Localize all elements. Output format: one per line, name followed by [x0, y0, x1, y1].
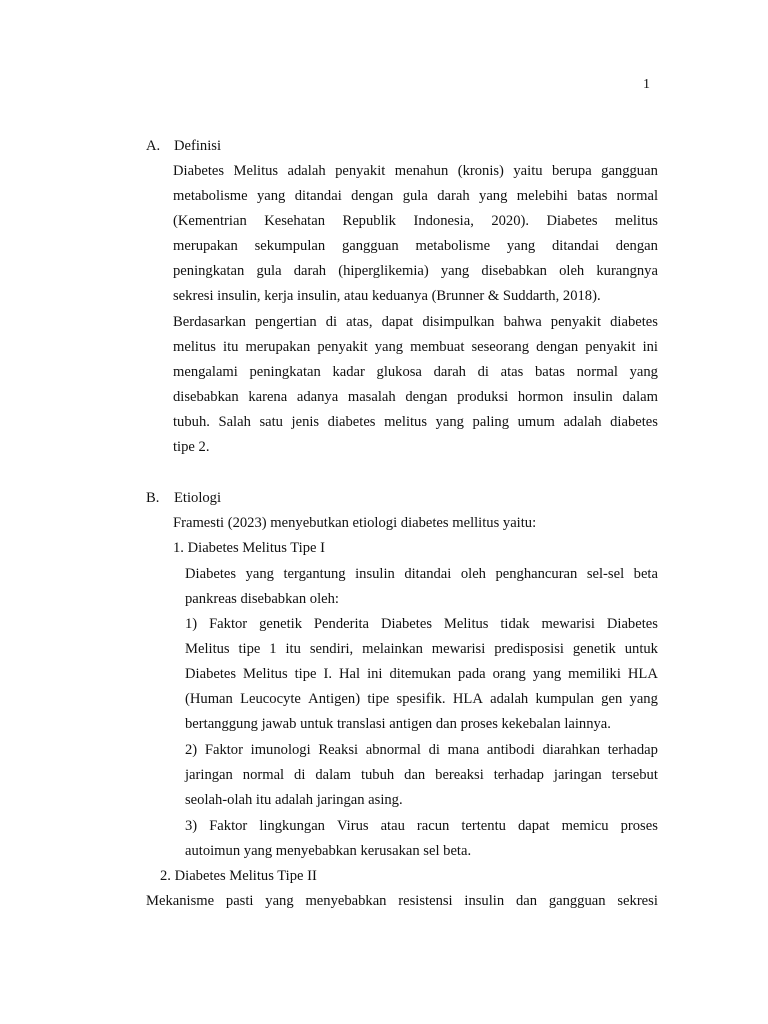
word: atau: [380, 818, 405, 834]
text-line: bertanggung jawab untuk translasi antigen dan proses kekebalan lainnya.: [185, 716, 611, 733]
word: itu: [285, 641, 301, 658]
word: penyakit: [317, 339, 368, 356]
word: membuat: [410, 339, 465, 356]
word: masalah: [347, 389, 396, 406]
word: yang: [440, 263, 470, 280]
word: yang: [506, 238, 536, 255]
word: jaringan: [185, 767, 233, 784]
word: yang: [374, 339, 404, 356]
word: spesifik.: [396, 691, 446, 708]
word: normal: [576, 364, 618, 381]
word: menahun: [394, 163, 449, 179]
word: yang: [629, 691, 658, 708]
word: peningkatan: [249, 364, 321, 381]
word: Melitus: [185, 641, 230, 658]
word: tertentu: [461, 818, 506, 834]
word: darah: [293, 263, 327, 280]
word: penyakit: [550, 314, 602, 330]
word: menyebabkan: [305, 893, 387, 909]
text-line: [146, 889, 658, 914]
word: Virus: [337, 818, 369, 834]
word: yaitu: [513, 163, 543, 179]
word: dan: [515, 893, 538, 909]
word: Leucocyte: [240, 691, 301, 708]
word: genetik: [572, 641, 616, 658]
word: Faktor: [204, 742, 243, 758]
word: Indonesia,: [413, 213, 474, 230]
word: adalah: [563, 414, 602, 431]
word: tersebut: [611, 767, 658, 784]
word: gangguan: [341, 238, 399, 255]
word: ini: [642, 339, 658, 356]
word: tidak: [500, 616, 530, 632]
word: itu: [223, 339, 239, 356]
word: ditandai: [294, 188, 342, 205]
word: tipe: [294, 666, 317, 683]
text-line: [173, 159, 658, 184]
word: kadar: [332, 364, 365, 381]
word: melebihi: [516, 188, 568, 205]
word: Diabetes: [173, 163, 225, 179]
word: umum: [517, 414, 555, 431]
word: mewarisi: [541, 616, 595, 632]
section-b-heading: [146, 486, 658, 511]
word: pada: [458, 666, 486, 683]
word: dalam: [622, 389, 658, 406]
word: dengan: [536, 339, 579, 356]
word: Republik: [342, 213, 396, 230]
text-line: [173, 234, 658, 259]
text-line: pankreas disebabkan oleh:: [185, 591, 339, 608]
word: diabetes: [610, 414, 658, 431]
word: tipe: [367, 691, 390, 708]
word: Faktor: [209, 616, 248, 632]
word: ditemukan: [389, 666, 452, 683]
word: pasti: [225, 893, 254, 909]
text-line: [185, 637, 658, 662]
text-line: [185, 662, 658, 687]
word: Mekanisme: [146, 893, 215, 909]
text-line: seolah-olah itu adalah jaringan asing.: [185, 792, 403, 809]
word: pengertian: [255, 314, 317, 330]
text-line: [173, 385, 658, 410]
word: 1: [269, 641, 277, 658]
word: (kronis): [457, 163, 504, 179]
word: yang: [479, 188, 508, 205]
text-line: Framesti (2023) menyebutkan etiologi diabetes mellitus yaitu:: [173, 515, 537, 531]
word: Melitus: [233, 163, 279, 179]
word: I.: [323, 666, 333, 683]
section-title: Etiologi: [174, 490, 222, 506]
word: dapat: [381, 314, 414, 330]
word: di: [294, 767, 306, 784]
word: merupakan: [173, 238, 238, 255]
text-line: [173, 360, 658, 385]
word: adanya: [296, 389, 339, 406]
word: abnormal: [365, 742, 421, 758]
word: sekresi: [617, 893, 658, 909]
word: sekumpulan: [254, 238, 326, 255]
word: tubuh: [360, 767, 395, 784]
word: Diabetes: [185, 666, 237, 683]
text-line: [173, 209, 658, 234]
word: memiliki: [568, 666, 621, 683]
word: (hiperglikemia): [338, 263, 429, 280]
word: darah: [437, 188, 470, 205]
word: 2): [185, 742, 198, 758]
word: insulin: [464, 893, 505, 909]
word: diabetes: [327, 414, 376, 431]
word: atas,: [346, 314, 373, 330]
word: mengalami: [173, 364, 238, 381]
word: 3): [185, 818, 198, 834]
word: yang: [532, 666, 562, 683]
page-number: 1: [643, 77, 650, 92]
word: ditandai: [404, 566, 452, 582]
list-item-title: 2. Diabetes Melitus Tipe II: [160, 868, 317, 884]
word: karena: [248, 389, 288, 406]
word: gangguan: [601, 163, 658, 179]
section-title: Definisi: [174, 138, 222, 154]
word: diarahkan: [542, 742, 600, 758]
word: dengan: [351, 188, 394, 205]
word: Reaksi: [318, 742, 359, 758]
word: gula: [256, 263, 282, 280]
word: ini: [367, 666, 383, 683]
word: ditandai: [551, 238, 599, 255]
word: dengan: [615, 238, 658, 255]
word: satu: [259, 414, 283, 431]
text-line: [173, 184, 658, 209]
word: yang: [265, 893, 294, 909]
word: batas: [577, 188, 608, 205]
word: melitus: [384, 414, 428, 431]
text-line: [173, 335, 658, 360]
word: gen: [601, 691, 623, 708]
word: untuk: [624, 641, 658, 658]
word: dalam: [315, 767, 352, 784]
word: yang: [629, 364, 658, 381]
type1-intro: [185, 562, 658, 612]
word: batas: [534, 364, 565, 381]
word: di: [325, 314, 338, 330]
word: seseorang: [471, 339, 530, 356]
factor-environment: [185, 814, 658, 864]
word: proses: [620, 818, 658, 834]
text-line: [185, 562, 658, 587]
word: Diabetes: [185, 566, 237, 582]
text-line: tipe 2.: [173, 439, 210, 456]
word: kurangnya: [596, 263, 658, 280]
word: Diabetes: [380, 616, 432, 632]
word: Penderita: [313, 616, 370, 632]
word: Melitus: [243, 666, 288, 683]
word: normal: [616, 188, 658, 205]
word: normal: [242, 767, 285, 784]
word: Antigen): [308, 691, 361, 708]
word: Diabetes: [606, 616, 658, 632]
word: dengan: [405, 389, 448, 406]
text-line: [173, 259, 658, 284]
text-line: [173, 410, 658, 435]
word: hormon: [517, 389, 564, 406]
text-line: [185, 814, 658, 839]
word: penghancuran: [495, 566, 578, 582]
word: peningkatan: [173, 263, 245, 280]
word: Diabetes: [546, 213, 598, 230]
section-a-heading: [146, 134, 658, 159]
word: disebabkan: [481, 263, 547, 280]
word: produksi: [457, 389, 509, 406]
word: beta: [633, 566, 658, 582]
word: Melitus: [443, 616, 489, 632]
definition-paragraph-2: [173, 310, 658, 461]
word: dapat: [517, 818, 550, 834]
definition-paragraph-1: [173, 159, 658, 310]
word: darah: [433, 364, 466, 381]
list-item-title: 1. Diabetes Melitus Tipe I: [173, 540, 326, 556]
word: terhadap: [493, 767, 544, 784]
word: melainkan: [362, 641, 423, 658]
word: glukosa: [376, 364, 422, 381]
word: gangguan: [548, 893, 606, 909]
word: tubuh.: [173, 414, 210, 431]
word: di: [477, 364, 489, 381]
word: berupa: [551, 163, 592, 179]
word: yang: [435, 414, 464, 431]
word: (Kementrian: [173, 213, 247, 230]
word: Kesehatan: [264, 213, 325, 230]
text-line: [173, 310, 658, 335]
type2-paragraph: [146, 889, 658, 914]
type2-title: [160, 864, 658, 889]
word: 1): [185, 616, 198, 632]
word: tergantung: [283, 566, 346, 582]
word: gula: [402, 188, 428, 205]
word: racun: [416, 818, 450, 834]
factor-genetic: [185, 612, 658, 737]
word: terhadap: [607, 742, 658, 758]
word: diabetes: [610, 314, 658, 330]
word: predisposisi: [494, 641, 564, 658]
word: (Human: [185, 691, 233, 708]
word: jenis: [291, 414, 320, 431]
word: HLA: [452, 691, 483, 708]
word: insulin: [572, 389, 613, 406]
word: metabolisme: [173, 188, 248, 205]
etiology-intro: [173, 511, 658, 536]
word: orang: [492, 666, 526, 683]
text-line: sekresi insulin, kerja insulin, atau keduanya (Brunner & Suddarth, 2018).: [173, 288, 601, 305]
word: yang: [256, 188, 286, 205]
type1-title: [173, 536, 658, 561]
word: antibodi: [486, 742, 535, 758]
word: bereaksi: [435, 767, 484, 784]
text-line: [185, 738, 658, 763]
word: lingkungan: [259, 818, 325, 834]
word: merupakan: [245, 339, 311, 356]
word: jaringan: [553, 767, 602, 784]
word: oleh: [460, 566, 486, 582]
word: 2020).: [491, 213, 530, 230]
word: mana: [447, 742, 480, 758]
word: oleh: [559, 263, 585, 280]
word: penyakit: [335, 163, 386, 179]
word: yang: [245, 566, 274, 582]
word: adalah: [287, 163, 326, 179]
factor-immunology: [185, 738, 658, 813]
word: Salah: [218, 414, 251, 431]
word: HLA: [627, 666, 658, 683]
word: Faktor: [209, 818, 248, 834]
word: sendiri,: [309, 641, 354, 658]
section-letter: A.: [146, 138, 161, 154]
text-line: [185, 687, 658, 712]
word: metabolisme: [415, 238, 491, 255]
word: kumpulan: [535, 691, 594, 708]
text-line: [185, 763, 658, 788]
text-line: autoimun yang menyebabkan kerusakan sel beta.: [185, 843, 472, 860]
word: insulin: [355, 566, 395, 582]
word: di: [428, 742, 440, 758]
word: sel-sel: [586, 566, 625, 582]
word: melitus: [615, 213, 658, 230]
word: melitus: [173, 339, 216, 356]
word: atas: [500, 364, 524, 381]
word: dan: [404, 767, 426, 784]
section-letter: B.: [146, 490, 160, 506]
word: imunologi: [250, 742, 311, 758]
word: disimpulkan: [422, 314, 495, 330]
word: genetik: [259, 616, 303, 632]
word: mewarisi: [431, 641, 486, 658]
word: Hal: [339, 666, 361, 683]
word: tipe: [238, 641, 261, 658]
word: paling: [472, 414, 510, 431]
word: Berdasarkan: [173, 314, 246, 330]
text-line: [185, 612, 658, 637]
word: bahwa: [503, 314, 542, 330]
word: adalah: [490, 691, 529, 708]
word: resistensi: [398, 893, 453, 909]
word: disebabkan: [173, 389, 239, 406]
word: memicu: [561, 818, 609, 834]
word: penyakit: [585, 339, 636, 356]
